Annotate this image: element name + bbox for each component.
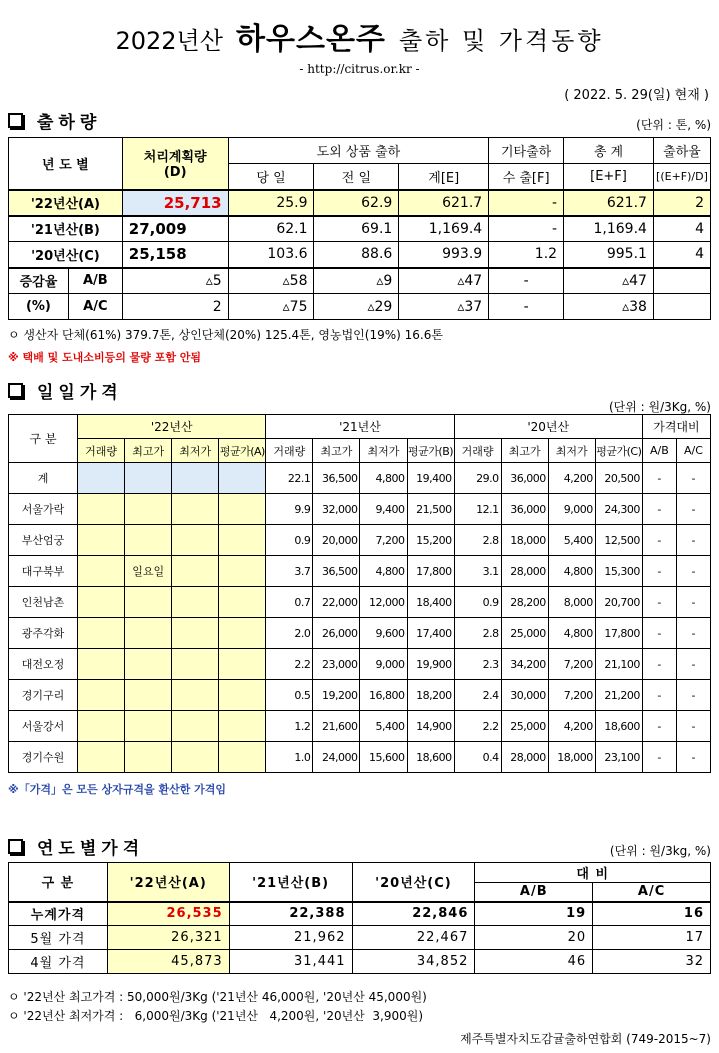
annual-unit: (단위 : 원/3kg, %) — [609, 844, 711, 858]
cell-2022 — [172, 587, 219, 618]
table-row: '21년산(B) 27,009 62.1 69.1 1,169.4 - 1,169.4 4 — [9, 216, 711, 242]
price-cell: 14,900 — [407, 711, 454, 742]
header-total: 총 계 — [564, 138, 654, 164]
checkbox-square-icon — [8, 383, 23, 398]
price-cell: 7,200 — [548, 680, 595, 711]
header-c: '20년산(C) — [352, 863, 475, 902]
cell-2022 — [125, 711, 172, 742]
price-cell: 25,000 — [501, 618, 548, 649]
price-cell: 17,800 — [407, 556, 454, 587]
cell-2022 — [172, 494, 219, 525]
cell-2022 — [125, 742, 172, 773]
price-cell: 0.5 — [266, 680, 313, 711]
table-row: '22년산(A) 25,713 25.9 62.9 621.7 - 621.7 2 — [9, 190, 711, 216]
price-cell: 5,400 — [360, 711, 407, 742]
market-name: 서울가락 — [9, 494, 78, 525]
price-cell: 23,100 — [595, 742, 642, 773]
checkbox-square-icon — [8, 113, 23, 128]
cell-2022 — [125, 680, 172, 711]
price-cell: 18,600 — [595, 711, 642, 742]
price-cell: 30,000 — [501, 680, 548, 711]
cell-2022 — [219, 618, 266, 649]
price-cell: 28,000 — [501, 556, 548, 587]
price-cell: 19,400 — [407, 463, 454, 494]
shipment-note-producers: ㅇ 생산자 단체(61%) 379.7톤, 상인단체(20%) 125.4톤, 영농법인(19%) 16.6톤 — [8, 328, 443, 342]
price-cell: 15,300 — [595, 556, 642, 587]
market-name: 서울강서 — [9, 711, 78, 742]
header-year: 년 도 별 — [9, 138, 123, 190]
annual-section-title: 연도별가격 — [8, 834, 144, 859]
price-cell: 0.7 — [266, 587, 313, 618]
price-cell: 2.2 — [454, 711, 501, 742]
table-row — [9, 742, 711, 773]
cell-2022 — [125, 463, 172, 494]
price-cell: 34,200 — [501, 649, 548, 680]
price-cell: 28,200 — [501, 587, 548, 618]
price-cell: 18,400 — [407, 587, 454, 618]
checkbox-square-icon — [8, 839, 23, 854]
price-cell: 12,500 — [595, 525, 642, 556]
header-export: 수 출[F] — [489, 164, 564, 190]
header-ratio: 출하율 — [653, 138, 710, 164]
cell-2022 — [78, 618, 125, 649]
price-cell: 9,000 — [360, 649, 407, 680]
title-main: 하우스온주 — [236, 22, 386, 57]
price-cell: 2.8 — [454, 618, 501, 649]
compare-cell: - — [676, 463, 710, 494]
cell-2022 — [125, 618, 172, 649]
header-compare: 가격대비 — [642, 415, 710, 439]
cell-2022 — [219, 556, 266, 587]
table-row: '20년산(C) 25,158 103.6 88.6 993.9 1.2 995.1 4 — [9, 242, 711, 268]
price-cell: 20,700 — [595, 587, 642, 618]
price-cell: 0.4 — [454, 742, 501, 773]
compare-cell: - — [642, 587, 676, 618]
compare-cell: - — [676, 525, 710, 556]
price-cell: 7,200 — [360, 525, 407, 556]
compare-cell: - — [642, 742, 676, 773]
price-cell: 9,000 — [548, 494, 595, 525]
price-cell: 18,600 — [407, 742, 454, 773]
price-cell: 24,300 — [595, 494, 642, 525]
cell-2022 — [172, 680, 219, 711]
table-row — [9, 680, 711, 711]
price-cell: 22.1 — [266, 463, 313, 494]
price-cell: 17,400 — [407, 618, 454, 649]
market-name: 인천남촌 — [9, 587, 78, 618]
cell-2022 — [78, 556, 125, 587]
compare-cell: - — [642, 556, 676, 587]
cell-2022 — [78, 711, 125, 742]
price-cell: 7,200 — [548, 649, 595, 680]
price-cell: 4,800 — [548, 618, 595, 649]
table-row — [9, 525, 711, 556]
price-cell: 19,200 — [313, 680, 360, 711]
annual-note-max: ㅇ '22년산 최고가격 : 50,000원/3Kg ('21년산 46,000원, '20년산 45,000원) — [8, 990, 427, 1004]
cell-2022 — [125, 494, 172, 525]
compare-cell: - — [676, 680, 710, 711]
cell-2022 — [78, 463, 125, 494]
table-row: 누계가격 26,535 22,388 22,846 19 16 — [9, 902, 711, 926]
compare-cell: - — [642, 463, 676, 494]
cell-2022 — [172, 649, 219, 680]
table-row — [9, 494, 711, 525]
price-cell: 12.1 — [454, 494, 501, 525]
price-cell: 36,500 — [313, 556, 360, 587]
header-plan: 처리계획량 (D) — [122, 138, 228, 190]
price-cell: 32,000 — [313, 494, 360, 525]
price-cell: 4,200 — [548, 711, 595, 742]
header-2021: '21년산 — [266, 415, 454, 439]
cell-2022 — [219, 742, 266, 773]
header-today: 당 일 — [228, 164, 314, 190]
market-name: 경기수원 — [9, 742, 78, 773]
table-row — [9, 463, 711, 494]
page-title — [0, 14, 719, 58]
cell-2022 — [78, 680, 125, 711]
price-cell: 0.9 — [266, 525, 313, 556]
compare-cell: - — [642, 711, 676, 742]
price-cell: 9,600 — [360, 618, 407, 649]
price-cell: 12,000 — [360, 587, 407, 618]
table-row: 5월 가격 26,321 21,962 22,467 20 17 — [9, 926, 711, 950]
price-cell: 4,800 — [360, 556, 407, 587]
holiday-label: 일요일 — [125, 556, 172, 587]
cell-2022 — [219, 680, 266, 711]
table-row — [9, 618, 711, 649]
price-cell: 9,400 — [360, 494, 407, 525]
price-cell: 2.8 — [454, 525, 501, 556]
price-cell: 1.0 — [266, 742, 313, 773]
price-cell: 28,000 — [501, 742, 548, 773]
compare-cell: - — [642, 618, 676, 649]
cell-2022 — [219, 649, 266, 680]
market-name: 경기구리 — [9, 680, 78, 711]
cell-2022 — [172, 618, 219, 649]
price-cell: 3.1 — [454, 556, 501, 587]
cell-2022 — [125, 525, 172, 556]
annual-price-table — [8, 862, 711, 974]
market-name: 광주각화 — [9, 618, 78, 649]
table-row — [9, 587, 711, 618]
price-cell: 23,000 — [313, 649, 360, 680]
cell-2022 — [125, 587, 172, 618]
price-cell: 4,800 — [548, 556, 595, 587]
shipment-section-title: 출하량 — [8, 108, 101, 133]
table-row: 증감율 A/B ▵5 ▵58 ▵9 ▵47 - ▵47 — [9, 268, 711, 294]
header-compare: 대 비 — [475, 863, 711, 883]
compare-cell: - — [642, 680, 676, 711]
market-name: 계 — [9, 463, 78, 494]
daily-section-title: 일일가격 — [8, 378, 123, 403]
price-cell: 16,800 — [360, 680, 407, 711]
compare-cell: - — [676, 587, 710, 618]
compare-cell: - — [676, 742, 710, 773]
cell-2022 — [78, 587, 125, 618]
daily-price-note: ※「가격」은 모든 상자규격을 환산한 가격임 — [8, 783, 227, 796]
price-cell: 15,200 — [407, 525, 454, 556]
market-name: 대구북부 — [9, 556, 78, 587]
price-cell: 2.3 — [454, 649, 501, 680]
price-cell: 21,100 — [595, 649, 642, 680]
cell-2022 — [172, 711, 219, 742]
price-cell: 2.2 — [266, 649, 313, 680]
price-cell: 15,600 — [360, 742, 407, 773]
header-ab: A/B — [475, 883, 593, 902]
compare-cell: - — [676, 711, 710, 742]
table-row — [9, 556, 711, 587]
price-cell: 0.9 — [454, 587, 501, 618]
compare-cell: - — [676, 649, 710, 680]
header-ratio-sub: [(E+F)/D] — [653, 164, 710, 190]
header-domestic: 도외 상품 출하 — [228, 138, 489, 164]
title-rest: 출하 및 가격동향 — [399, 27, 604, 55]
header-a: '22년산(A) — [107, 863, 229, 902]
compare-cell: - — [642, 525, 676, 556]
cell-2022 — [125, 649, 172, 680]
compare-cell: - — [676, 494, 710, 525]
shipment-note-excluded: ※ 택배 및 도내소비등의 물량 포함 안됨 — [8, 351, 202, 364]
price-cell: 22,000 — [313, 587, 360, 618]
compare-cell: - — [642, 649, 676, 680]
price-cell: 26,000 — [313, 618, 360, 649]
table-row — [9, 649, 711, 680]
cell-2022 — [172, 556, 219, 587]
price-cell: 24,000 — [313, 742, 360, 773]
price-cell: 18,000 — [548, 742, 595, 773]
footer-org: 제주특별자치도감귤출하연합회 (749-2015~7) — [460, 1032, 711, 1046]
price-cell: 2.0 — [266, 618, 313, 649]
price-cell: 21,600 — [313, 711, 360, 742]
header-sum: 계[E] — [399, 164, 489, 190]
daily-unit: (단위 : 원/3Kg, %) — [608, 400, 711, 414]
cell-2022 — [172, 525, 219, 556]
price-cell: 2.4 — [454, 680, 501, 711]
cell-2022 — [219, 587, 266, 618]
compare-cell: - — [676, 618, 710, 649]
cell-2022 — [78, 649, 125, 680]
cell-2022 — [172, 463, 219, 494]
header-total-sub: [E+F] — [564, 164, 654, 190]
header-2022: '22년산 — [78, 415, 266, 439]
header-other: 기타출하 — [489, 138, 564, 164]
shipment-table — [8, 137, 711, 320]
price-cell: 18,000 — [501, 525, 548, 556]
header-group: 구 분 — [9, 415, 78, 463]
price-cell: 1.2 — [266, 711, 313, 742]
header-group: 구 분 — [9, 863, 108, 902]
header-ac: A/C — [593, 883, 711, 902]
cell-2022 — [219, 494, 266, 525]
price-cell: 9.9 — [266, 494, 313, 525]
cell-2022 — [78, 494, 125, 525]
site-url: - http://citrus.or.kr - — [299, 62, 420, 76]
table-row: 4월 가격 45,873 31,441 34,852 46 32 — [9, 950, 711, 974]
market-name: 대전오정 — [9, 649, 78, 680]
price-cell: 4,200 — [548, 463, 595, 494]
price-cell: 25,000 — [501, 711, 548, 742]
header-b: '21년산(B) — [229, 863, 352, 902]
compare-cell: - — [642, 494, 676, 525]
price-cell: 29.0 — [454, 463, 501, 494]
title-year: 2022년산 — [115, 27, 223, 55]
price-cell: 20,000 — [313, 525, 360, 556]
cell-2022 — [219, 525, 266, 556]
cell-2022 — [219, 711, 266, 742]
price-cell: 4,800 — [360, 463, 407, 494]
price-cell: 8,000 — [548, 587, 595, 618]
header-prev: 전 일 — [314, 164, 399, 190]
shipment-unit: (단위 : 톤, %) — [636, 118, 711, 132]
price-cell: 20,500 — [595, 463, 642, 494]
cell-2022 — [78, 525, 125, 556]
annual-note-min: ㅇ '22년산 최저가격 : 6,000원/3Kg ('21년산 4,200원, '20년산 3,900원) — [8, 1009, 424, 1023]
price-cell: 21,200 — [595, 680, 642, 711]
price-cell: 18,200 — [407, 680, 454, 711]
price-cell: 21,500 — [407, 494, 454, 525]
as-of-date: ( 2022. 5. 29(일) 현재 ) — [564, 88, 709, 103]
price-cell: 36,000 — [501, 494, 548, 525]
table-row: (%) A/C 2 ▵75 ▵29 ▵37 - ▵38 — [9, 294, 711, 320]
price-cell: 3.7 — [266, 556, 313, 587]
price-cell: 36,000 — [501, 463, 548, 494]
table-row — [9, 711, 711, 742]
price-cell: 5,400 — [548, 525, 595, 556]
compare-cell: - — [676, 556, 710, 587]
daily-price-table: 구 분 '22년산 '21년산 '20년산 가격대비 거래량 최고가 최저가 평균가(A) 거래량 최고가 최저가 평균가(B) 거래량 최고가 최저가 평균가(C) A/B A/C 계 22.1 36,500 4,800 19,400 29.0 36,000 4,200 20,500 - - 서울가락 9.9 32,000 9,400 21,500 12.1 36,000 9,000 24,300 - - 부산엄궁 0.9 20,000 7,200 15,200 2.8 18,000 5,400 12,500 - - 대구북부 일요일 3.7 36,500 4,800 17,800 3.1 28,000 4,800 15,300 - - 인천남촌 0.7 22,000 12,000 18,400 0.9 28,200 8,000 20,700 - - 광주각화 2.0 26,000 9,600 17,400 2.8 25,000 4,800 17,800 - - 대전오정 2.2 23,000 9,000 19,900 2.3 34,200 7,200 21,100 - - 경기구리 0.5 19,200 16,800 18,200 2.4 30,000 7,200 21,200 - - 서울강서 1.2 21,600 5,400 14,900 2.2 25,000 4,200 18,600 - - 경기수원 1.0 24,000 15,600 18,600 0.4 28,000 18,000 23,100 - - — [8, 414, 711, 773]
cell-2022 — [219, 463, 266, 494]
market-name: 부산엄궁 — [9, 525, 78, 556]
header-2020: '20년산 — [454, 415, 642, 439]
cell-2022 — [78, 742, 125, 773]
price-cell: 17,800 — [595, 618, 642, 649]
price-cell: 19,900 — [407, 649, 454, 680]
cell-2022 — [172, 742, 219, 773]
price-cell: 36,500 — [313, 463, 360, 494]
